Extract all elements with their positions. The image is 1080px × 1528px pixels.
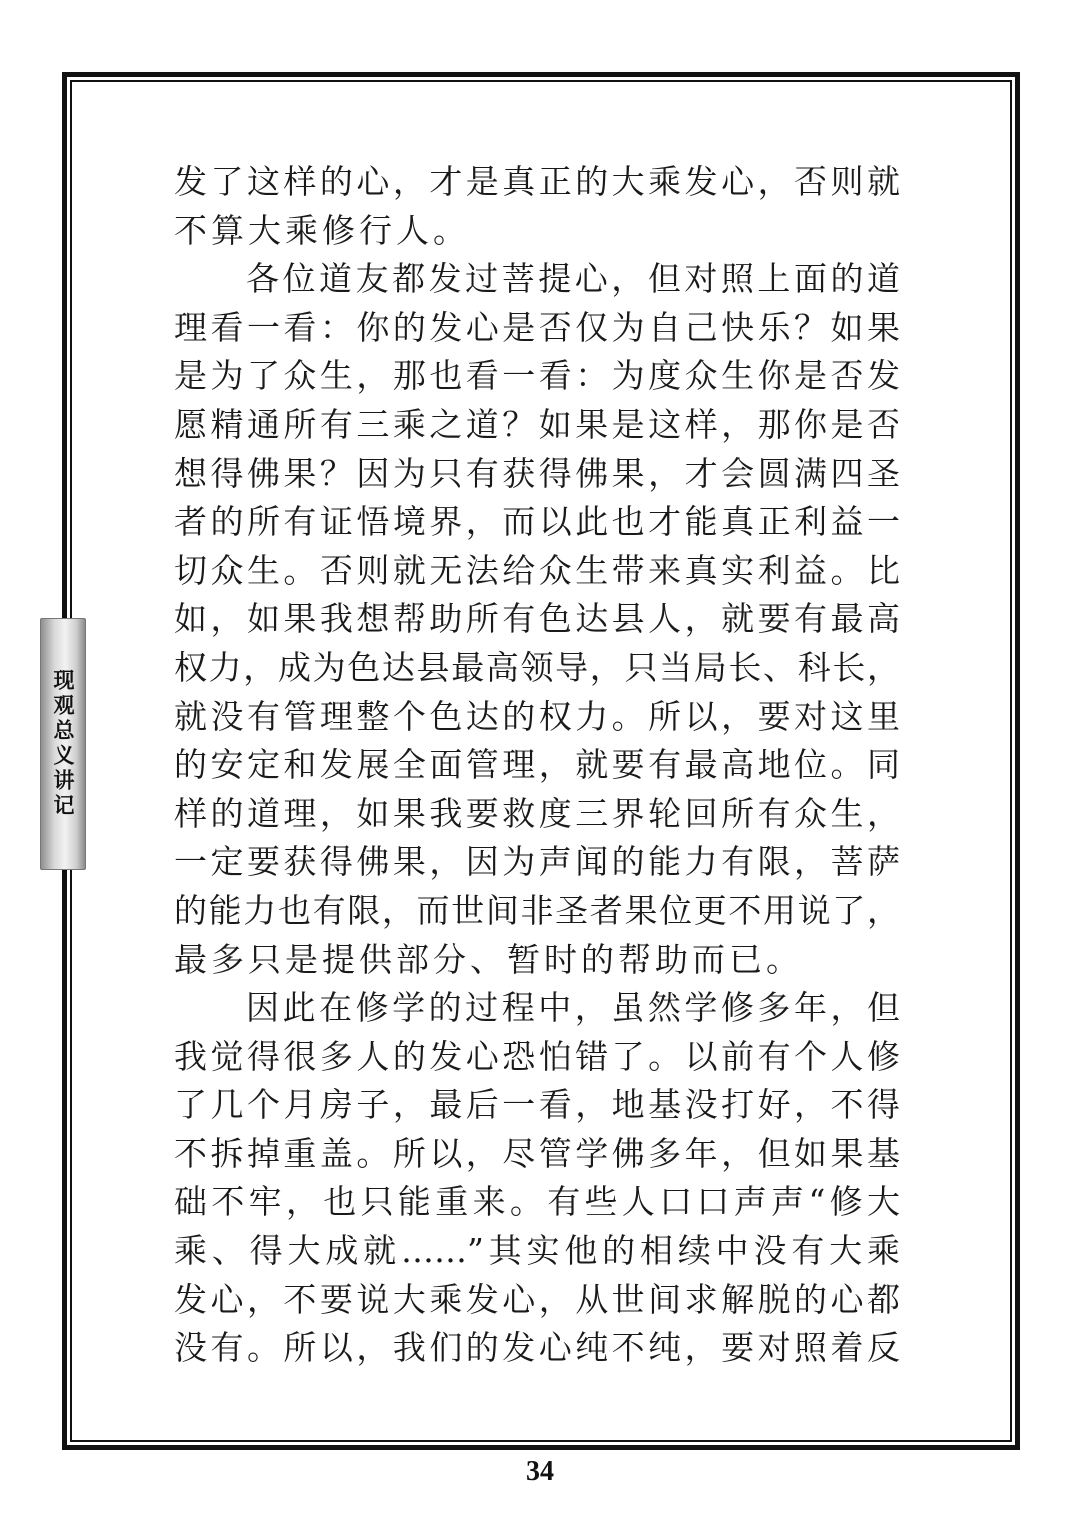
text-line: 理看一看：你的发心是否仅为自己快乐？如果 [174,307,900,347]
side-tab [40,618,86,870]
text-line: 最多只是提供部分、暂时的帮助而已。 [174,939,803,979]
text-line: 没有。所以，我们的发心纯不纯，要对照着反 [174,1328,900,1368]
text-line: 样的道理，如果我要救度三界轮回所有众生， [174,793,900,833]
text-line: 础不牢，也只能重来。有些人口口声声“修大 [174,1182,900,1222]
text-line: 愿精通所有三乘之道？如果是这样，那你是否 [174,404,900,444]
text-line: 乘、得大成就……”其实他的相续中没有大乘 [174,1231,900,1271]
text-line: 的能力也有限，而世间非圣者果位更不用说了， [174,890,900,930]
body-text [174,158,900,1373]
text-line: 各位道友都发过菩提心，但对照上面的道 [246,259,900,299]
text-line: 是为了众生，那也看一看：为度众生你是否发 [174,356,900,396]
text-line: 发心，不要说大乘发心，从世间求解脱的心都 [174,1279,900,1319]
text-line: 切众生。否则就无法给众生带来真实利益。比 [174,550,900,590]
text-line: 不拆掉重盖。所以，尽管学佛多年，但如果基 [174,1133,900,1173]
text-line: 就没有管理整个色达的权力。所以，要对这里 [174,696,900,736]
text-line: 一定要获得佛果，因为声闻的能力有限，菩萨 [174,842,900,882]
text-line: 想得佛果？因为只有获得佛果，才会圆满四圣 [174,453,900,493]
text-line: 因此在修学的过程中，虽然学修多年，但 [246,988,900,1028]
text-line: 如，如果我想帮助所有色达县人，就要有最高 [174,599,900,639]
side-tab-label: 现观总义讲记 [51,669,76,819]
page-number: 34 [526,1456,554,1487]
text-line: 权力，成为色达县最高领导，只当局长、科长， [174,647,900,687]
text-line: 了几个月房子，最后一看，地基没打好，不得 [174,1085,900,1125]
text-line: 我觉得很多人的发心恐怕错了。以前有个人修 [174,1036,900,1076]
text-line: 发了这样的心，才是真正的大乘发心，否则就 [174,162,900,201]
text-line: 者的所有证悟境界，而以此也才能真正利益一 [174,502,900,542]
text-line: 不算大乘修行人。 [174,210,470,250]
text-line: 的安定和发展全面管理，就要有最高地位。同 [174,745,900,785]
